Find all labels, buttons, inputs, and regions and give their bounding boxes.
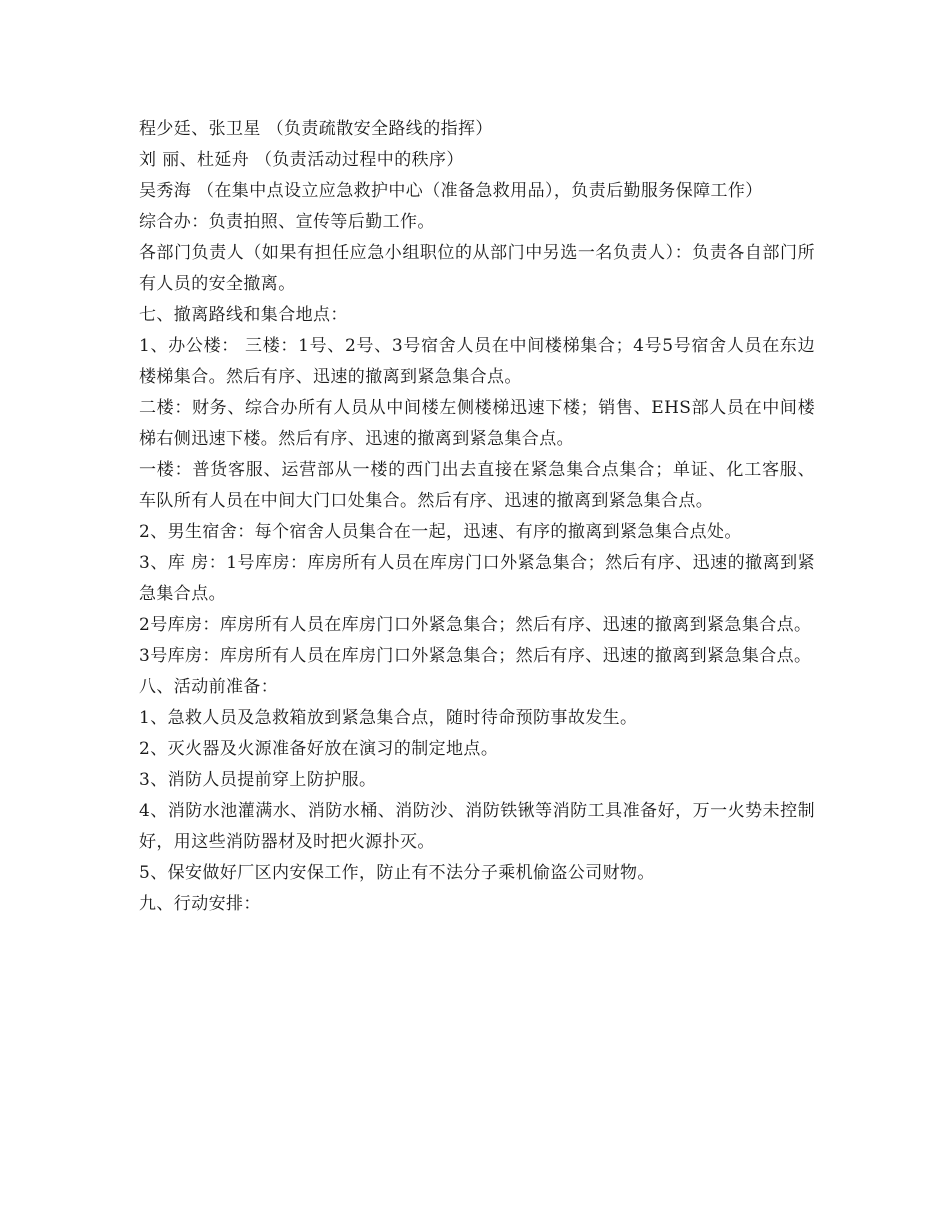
paragraph-warehouse-1: 3、库 房：1号库房：库房所有人员在库房门口外紧急集合；然后有序、迅速的撤离到紧急集合点。 <box>139 553 815 604</box>
paragraph-male-dormitory: 2、男生宿舍：每个宿舍人员集合在一起，迅速、有序的撤离到紧急集合点处。 <box>139 522 742 542</box>
paragraph-prep-security: 5、保安做好厂区内安保工作，防止有不法分子乘机偷盗公司财物。 <box>139 863 655 883</box>
paragraph-prep-first-aid: 1、急救人员及急救箱放到紧急集合点，随时待命预防事故发生。 <box>139 708 638 728</box>
section-heading-preparation: 八、活动前准备： <box>139 677 279 697</box>
paragraph-order-keepers: 刘 丽、杜延舟 （负责活动过程中的秩序） <box>139 150 464 170</box>
paragraph-department-heads: 各部门负责人（如果有担任应急小组职位的从部门中另选一名负责人）：负责各自部门所有人员的安全撤离。 <box>139 243 815 294</box>
paragraph-general-office: 综合办：负责拍照、宣传等后勤工作。 <box>139 212 435 232</box>
paragraph-warehouse-2: 2号库房：库房所有人员在库房门口外紧急集合；然后有序、迅速的撤离到紧急集合点。 <box>139 615 812 635</box>
paragraph-warehouse-3: 3号库房：库房所有人员在库房门口外紧急集合；然后有序、迅速的撤离到紧急集合点。 <box>139 646 812 666</box>
section-heading-action-plan: 九、行动安排： <box>139 894 261 914</box>
paragraph-evacuation-route-leads: 程少廷、张卫星 （负责疏散安全路线的指挥） <box>139 119 493 139</box>
paragraph-office-third-floor: 1、办公楼： 三楼：1号、2号、3号宿舍人员在中间楼梯集合；4号5号宿舍人员在东边楼梯集合。然后有序、迅速的撤离到紧急集合点。 <box>139 336 815 387</box>
paragraph-prep-fire-tools: 4、消防水池灌满水、消防水桶、消防沙、消防铁锹等消防工具准备好，万一火势未控制好，用这些消防器材及时把火源扑灭。 <box>139 801 815 852</box>
paragraph-office-second-floor: 二楼：财务、综合办所有人员从中间楼左侧楼梯迅速下楼；销售、EHS部人员在中间楼梯右侧迅速下楼。然后有序、迅速的撤离到紧急集合点。 <box>139 398 815 449</box>
document-body <box>139 114 815 920</box>
paragraph-emergency-rescue: 吴秀海 （在集中点设立应急救护中心（准备急救用品），负责后勤服务保障工作） <box>139 181 763 201</box>
paragraph-prep-protective-suits: 3、消防人员提前穿上防护服。 <box>139 770 377 790</box>
paragraph-prep-extinguisher: 2、灭火器及火源准备好放在演习的制定地点。 <box>139 739 499 759</box>
paragraph-office-first-floor: 一楼：普货客服、运营部从一楼的西门出去直接在紧急集合点集合；单证、化工客服、车队所有人员在中间大门口处集合。然后有序、迅速的撤离到紧急集合点。 <box>139 460 815 511</box>
section-heading-evacuation: 七、撤离路线和集合地点： <box>139 305 348 325</box>
